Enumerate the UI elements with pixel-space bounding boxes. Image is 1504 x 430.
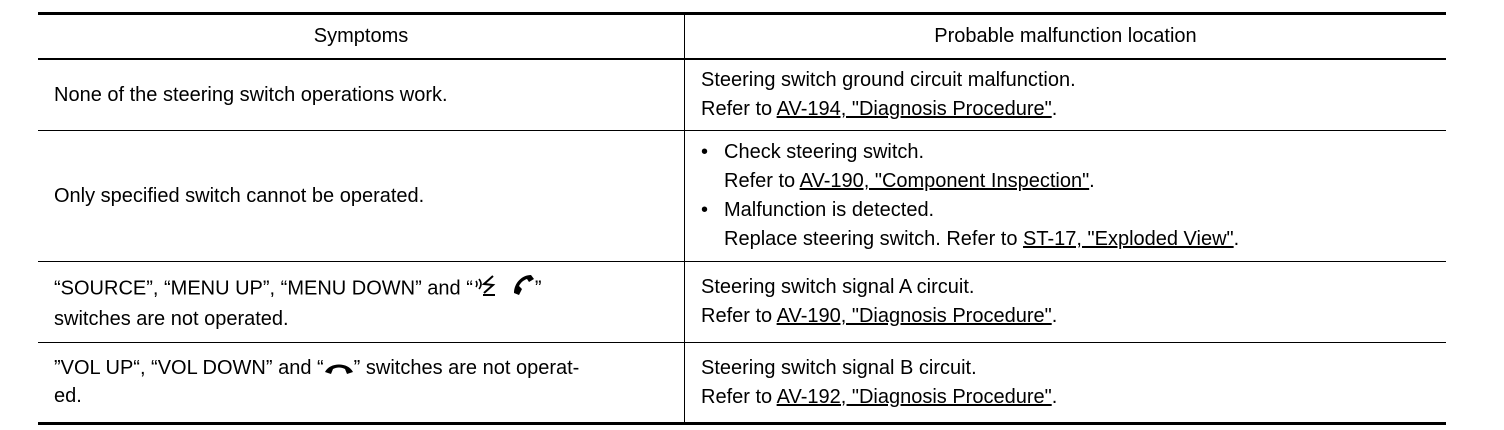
symptom-line: ed.: [54, 384, 82, 407]
refer-suffix: .: [1051, 385, 1058, 408]
symptom-text: ”VOL UP“, “VOL DOWN” and “: [54, 357, 324, 380]
refer-line: [701, 302, 1446, 331]
header-location: Probable malfunction location: [685, 14, 1447, 60]
symptom-text: “SOURCE”, “MENU UP”, “MENU DOWN” and “: [54, 276, 473, 299]
table-row: [38, 262, 1446, 343]
symptom-line: switches are not operated.: [54, 307, 289, 330]
refer-line: [701, 383, 1446, 412]
table-row: [38, 131, 1446, 262]
bullet-dot: •: [701, 199, 709, 221]
header-row: [38, 14, 1446, 60]
voice-recognition-icon: [473, 273, 499, 305]
symptom-cell: [38, 59, 685, 131]
refer-prefix: Refer to: [724, 170, 800, 192]
symptom-cell: [38, 131, 685, 262]
reference-link[interactable]: AV-190, "Diagnosis Procedure": [776, 305, 1052, 327]
symptom-text: ” switches are not operat-: [353, 357, 580, 380]
refer-line: [724, 167, 1446, 196]
symptom-line: [54, 355, 674, 382]
refer-line: [724, 225, 1446, 254]
reference-link[interactable]: AV-192, "Diagnosis Procedure": [776, 385, 1052, 408]
phone-hangup-icon: [324, 356, 354, 383]
location-cell: [685, 131, 1447, 262]
symptom-cell: [38, 262, 685, 343]
refer-prefix: Replace steering switch. Refer to: [724, 228, 1024, 250]
refer-prefix: Refer to: [701, 385, 777, 408]
refer-suffix: .: [1089, 170, 1095, 192]
bullet-line: Check steering switch.: [724, 141, 925, 163]
table-row: [38, 59, 1446, 131]
location-line: Steering switch ground circuit malfunction.: [701, 69, 1076, 91]
location-line: Steering switch signal B circuit.: [701, 356, 977, 379]
symptom-line: [54, 272, 674, 306]
symptom-text: None of the steering switch operations work.: [54, 83, 448, 106]
symptom-text: Only specified switch cannot be operated.: [54, 184, 425, 207]
bullet-dot: •: [701, 141, 709, 163]
symptom-text: ”: [534, 276, 542, 299]
location-cell: [685, 59, 1447, 131]
refer-suffix: .: [1051, 98, 1058, 120]
refer-prefix: Refer to: [701, 305, 777, 327]
location-cell: [685, 262, 1447, 343]
reference-link[interactable]: AV-190, "Component Inspection": [799, 170, 1090, 192]
phone-pickup-icon: [509, 272, 535, 306]
symptom-table: [38, 12, 1446, 425]
refer-line: [701, 95, 1446, 124]
location-line: Steering switch signal A circuit.: [701, 276, 975, 298]
location-cell: [685, 343, 1447, 424]
bullet-item: [701, 138, 1446, 196]
reference-link[interactable]: AV-194, "Diagnosis Procedure": [776, 98, 1052, 120]
bullet-item: [701, 196, 1446, 254]
table-row: [38, 343, 1446, 424]
reference-link[interactable]: ST-17, "Exploded View": [1023, 228, 1234, 250]
symptom-cell: [38, 343, 685, 424]
refer-suffix: .: [1051, 305, 1058, 327]
refer-prefix: Refer to: [701, 98, 777, 120]
header-symptoms: Symptoms: [38, 14, 685, 60]
refer-suffix: .: [1233, 228, 1240, 250]
bullet-line: Malfunction is detected.: [724, 199, 935, 221]
